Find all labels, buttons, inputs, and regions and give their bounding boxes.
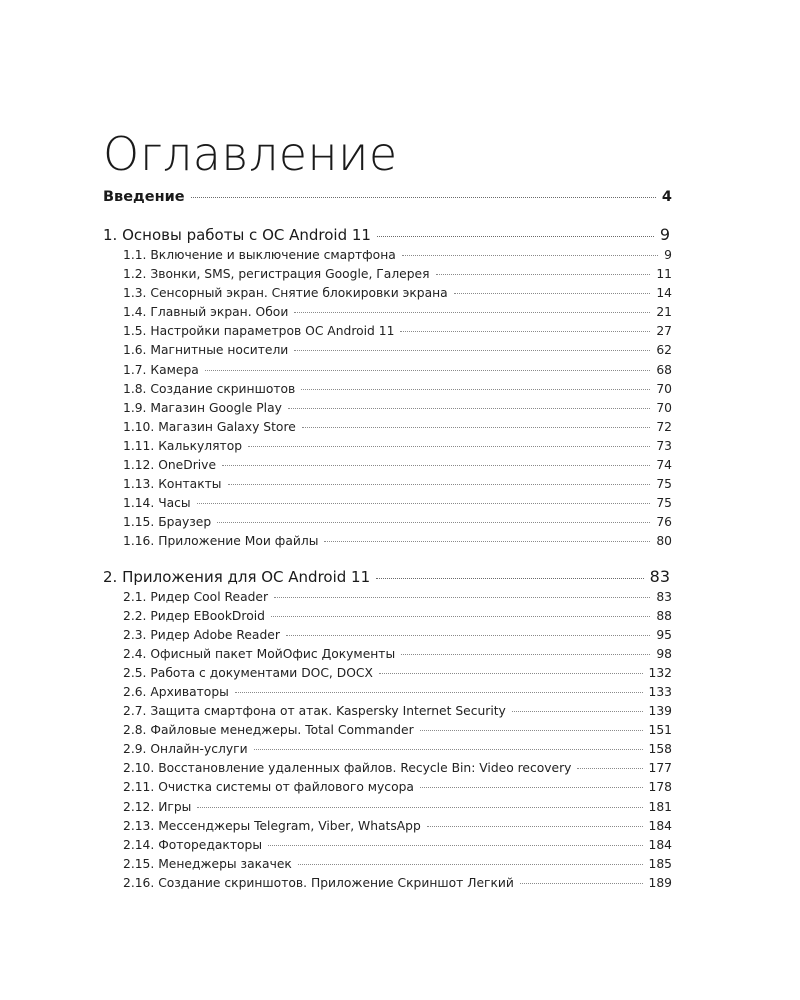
toc-section[interactable] xyxy=(103,855,672,874)
dot-leader xyxy=(191,197,656,198)
toc-section-label: 2.12. Игры xyxy=(123,799,192,814)
dot-leader xyxy=(274,597,650,598)
toc-section[interactable] xyxy=(103,664,672,683)
dot-leader xyxy=(302,427,651,428)
toc-section-label: 2.3. Ридер Adobe Reader xyxy=(123,627,280,642)
dot-leader xyxy=(324,541,650,542)
toc-section-label: 1.6. Магнитные носители xyxy=(123,343,289,358)
toc-section-label: 2.11. Очистка системы от файлового мусора xyxy=(123,780,414,795)
toc-section-label: 2.14. Фоторедакторы xyxy=(123,837,263,852)
toc-section-label: 2.7. Защита смартфона от атак. Kaspersky Internet Security xyxy=(123,704,506,719)
toc-section[interactable] xyxy=(103,456,672,475)
toc-section[interactable] xyxy=(103,513,672,532)
toc-entry-label: Введение xyxy=(103,189,185,205)
toc-section-page: 83 xyxy=(656,589,672,604)
toc-section[interactable] xyxy=(103,265,672,284)
toc-chapter-label: 1. Основы работы с ОС Android 11 xyxy=(103,226,371,244)
dot-leader xyxy=(268,845,642,846)
dot-leader xyxy=(377,236,654,237)
toc-section-label: 2.10. Восстановление удаленных файлов. Recycle Bin: Video recovery xyxy=(123,761,572,776)
dot-leader xyxy=(228,484,651,485)
toc-section-page: 14 xyxy=(656,286,672,301)
dot-leader xyxy=(286,635,650,636)
toc-section-page: 184 xyxy=(648,818,672,833)
toc-section[interactable] xyxy=(103,607,672,626)
toc-section[interactable] xyxy=(103,836,672,855)
toc-section-label: 1.11. Калькулятор xyxy=(123,438,243,453)
toc-section-label: 1.16. Приложение Мои файлы xyxy=(123,534,319,549)
toc-section-page: 68 xyxy=(656,362,672,377)
toc-section[interactable] xyxy=(103,399,672,418)
toc-section-label: 1.4. Главный экран. Обои xyxy=(123,305,289,320)
toc-section[interactable] xyxy=(103,798,672,817)
toc-section-page: 62 xyxy=(656,343,672,358)
toc-section[interactable] xyxy=(103,494,672,513)
toc-section[interactable] xyxy=(103,645,672,664)
dot-leader xyxy=(298,864,643,865)
dot-leader xyxy=(512,711,643,712)
toc-section-page: 70 xyxy=(656,400,672,415)
toc-section[interactable] xyxy=(103,683,672,702)
toc-section-page: 73 xyxy=(656,438,672,453)
toc-section[interactable] xyxy=(103,626,672,645)
toc-section[interactable] xyxy=(103,532,672,551)
dot-leader xyxy=(197,807,642,808)
toc-section[interactable] xyxy=(103,778,672,797)
toc-section-page: 177 xyxy=(648,761,672,776)
toc-section-page: 72 xyxy=(656,419,672,434)
toc-section-page: 70 xyxy=(656,381,672,396)
toc-section-page: 21 xyxy=(656,305,672,320)
toc-section-label: 1.3. Сенсорный экран. Снятие блокировки экрана xyxy=(123,286,448,301)
toc-section-label: 1.9. Магазин Google Play xyxy=(123,400,282,415)
toc-section[interactable] xyxy=(103,588,672,607)
toc-section-page: 132 xyxy=(648,665,672,680)
toc-section-label: 1.8. Создание скриншотов xyxy=(123,381,296,396)
toc-section-page: 11 xyxy=(656,267,672,282)
toc-section-label: 1.12. OneDrive xyxy=(123,458,217,473)
dot-leader xyxy=(577,768,642,769)
toc-section[interactable] xyxy=(103,322,672,341)
toc-section-page: 9 xyxy=(664,248,672,262)
toc-chapter-page: 83 xyxy=(649,566,670,586)
toc-section[interactable] xyxy=(103,874,672,893)
toc-section-label: 1.1. Включение и выключение смартфона xyxy=(123,248,396,262)
toc-section[interactable] xyxy=(103,361,672,380)
toc-section-page: 95 xyxy=(656,627,672,642)
toc-section-page: 158 xyxy=(648,742,672,757)
table-of-contents xyxy=(103,186,672,893)
toc-section[interactable] xyxy=(103,284,672,303)
dot-leader xyxy=(294,350,650,351)
toc-section[interactable] xyxy=(103,246,672,265)
toc-section-label: 2.1. Ридер Cool Reader xyxy=(123,589,269,604)
toc-section-page: 74 xyxy=(656,458,672,473)
toc-section[interactable] xyxy=(103,303,672,322)
dot-leader xyxy=(420,787,643,788)
dot-leader xyxy=(288,408,650,409)
toc-chapter-1[interactable] xyxy=(103,223,672,246)
toc-section-label: 2.15. Менеджеры закачек xyxy=(123,856,292,871)
dot-leader xyxy=(420,730,643,731)
dot-leader xyxy=(436,274,651,275)
toc-section-page: 75 xyxy=(656,477,672,492)
toc-section[interactable] xyxy=(103,475,672,494)
dot-leader xyxy=(294,312,650,313)
toc-section-label: 1.7. Камера xyxy=(123,362,199,377)
toc-section-label: 1.5. Настройки параметров ОС Android 11 xyxy=(123,324,395,339)
toc-section[interactable] xyxy=(103,380,672,399)
toc-section-label: 2.9. Онлайн-услуги xyxy=(123,742,248,757)
toc-section-page: 139 xyxy=(648,704,672,719)
toc-chapter-2[interactable] xyxy=(103,565,672,588)
dot-leader xyxy=(235,692,643,693)
toc-section[interactable] xyxy=(103,702,672,721)
dot-leader xyxy=(402,255,658,256)
toc-section[interactable] xyxy=(103,721,672,740)
toc-section[interactable] xyxy=(103,341,672,360)
toc-section-label: 2.16. Создание скриншотов. Приложение Скриншот Легкий xyxy=(123,875,514,890)
toc-section-page: 133 xyxy=(648,684,672,699)
toc-section-label: 2.8. Файловые менеджеры. Total Commander xyxy=(123,723,414,738)
toc-chapter-page: 9 xyxy=(659,225,670,244)
toc-section-label: 1.15. Браузер xyxy=(123,515,212,530)
toc-section-label: 2.6. Архиваторы xyxy=(123,684,229,699)
dot-leader xyxy=(197,503,651,504)
toc-section-page: 27 xyxy=(656,324,672,339)
dot-leader xyxy=(301,389,650,390)
toc-section-page: 185 xyxy=(648,856,672,871)
toc-section[interactable] xyxy=(103,418,672,437)
toc-section[interactable] xyxy=(103,759,672,778)
dot-leader xyxy=(254,749,643,750)
toc-section-page: 151 xyxy=(648,723,672,738)
toc-section-label: 2.5. Работа с документами DOC, DOCX xyxy=(123,665,373,680)
dot-leader xyxy=(248,446,650,447)
dot-leader xyxy=(376,578,644,579)
dot-leader xyxy=(454,293,651,294)
toc-section-page: 178 xyxy=(648,780,672,795)
dot-leader xyxy=(379,673,643,674)
toc-section-label: 1.2. Звонки, SMS, регистрация Google, Галерея xyxy=(123,267,430,282)
toc-section-label: 2.13. Мессенджеры Telegram, Viber, WhatsApp xyxy=(123,818,421,833)
dot-leader xyxy=(217,522,650,523)
toc-section-page: 80 xyxy=(656,534,672,549)
toc-section-page: 189 xyxy=(648,875,672,890)
toc-section-label: 1.13. Контакты xyxy=(123,477,222,492)
dot-leader xyxy=(222,465,650,466)
toc-section-label: 1.10. Магазин Galaxy Store xyxy=(123,419,296,434)
toc-section-page: 98 xyxy=(656,646,672,661)
dot-leader xyxy=(205,370,651,371)
toc-section-page: 88 xyxy=(656,608,672,623)
toc-section-label: 2.4. Офисный пакет МойОфис Документы xyxy=(123,646,396,661)
toc-section-label: 2.2. Ридер EBookDroid xyxy=(123,608,265,623)
dot-leader xyxy=(520,883,643,884)
toc-section-page: 181 xyxy=(648,799,672,814)
page-title: Оглавление xyxy=(103,127,398,181)
toc-entry-page: 4 xyxy=(661,189,672,205)
dot-leader xyxy=(271,616,650,617)
dot-leader xyxy=(427,826,643,827)
toc-section[interactable] xyxy=(103,740,672,759)
toc-chapter-label: 2. Приложения для ОС Android 11 xyxy=(103,567,371,586)
toc-section-page: 76 xyxy=(656,515,672,530)
toc-section-label: 1.14. Часы xyxy=(123,496,191,511)
toc-section-page: 184 xyxy=(648,837,672,852)
toc-entry-intro[interactable] xyxy=(103,186,672,208)
toc-section[interactable] xyxy=(103,437,672,456)
dot-leader xyxy=(400,331,650,332)
toc-section-page: 75 xyxy=(656,496,672,511)
toc-section[interactable] xyxy=(103,817,672,836)
dot-leader xyxy=(401,654,650,655)
